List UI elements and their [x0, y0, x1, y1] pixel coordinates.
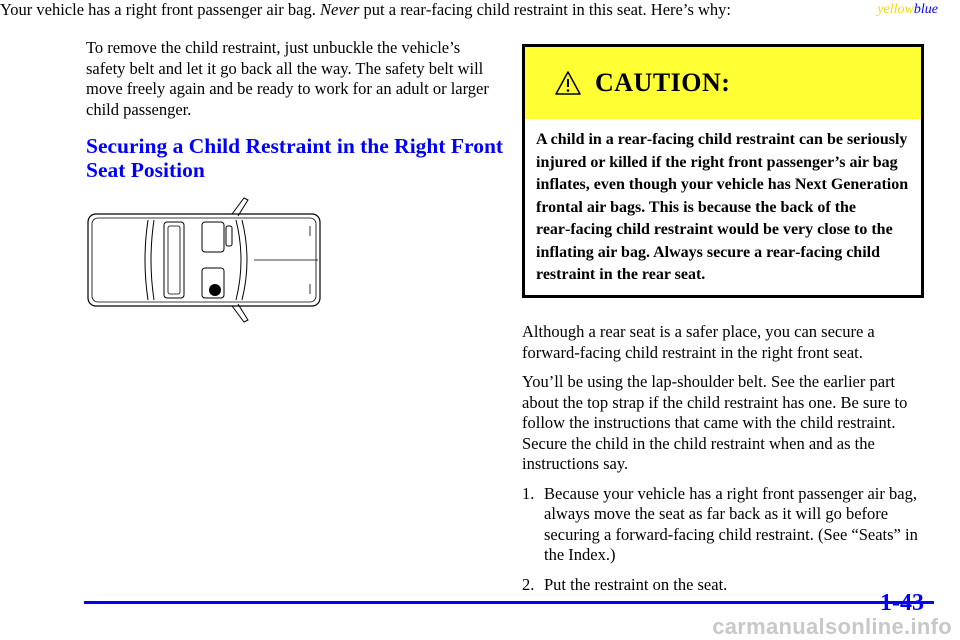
- list-item: [522, 575, 932, 596]
- airbag-text-start: Your vehicle has a right front passenger air bag.: [0, 0, 320, 19]
- color-tag-blue: blue: [913, 2, 938, 17]
- right-paragraph-1: Although a rear seat is a safer place, you can secure a forward‑facing child restraint in the right front seat.: [522, 322, 875, 362]
- airbag-paragraph: [0, 0, 960, 21]
- step-text: Because your vehicle has a right front passenger air bag, always move the seat as far back as it will go before securing a forward‑facing child restraint. (See “Seats” in the Index.): [544, 483, 918, 564]
- list-item: [522, 484, 932, 566]
- caution-box: [522, 44, 924, 298]
- footer-rule: [84, 601, 934, 604]
- color-tag-yellow: yellow: [877, 2, 914, 17]
- airbag-paragraph-text: [0, 0, 960, 21]
- airbag-text-emphasis: Never: [320, 0, 360, 19]
- step-number: 2.: [522, 574, 535, 594]
- caution-body: A child in a rear‑facing child restraint can be seriously injured or killed if the right front passenger’s air bag inflates, even though your vehicle has Next Generation frontal air bags. This is because the back of the rear‑facing child restraint would be very close to the inflating air bag. Always secure a rear‑facing child restraint in the rear seat.: [536, 131, 909, 283]
- car-top-view-illustration: [86, 196, 326, 326]
- right-paragraph-2: You’ll be using the lap‑shoulder belt. See the earlier part about the top strap if the child restraint has one. Be sure to follow the instructions that came with the child restraint. Secure the child in the child restraint when and as the instructions say.: [522, 372, 908, 473]
- page-number: 1-43: [880, 590, 924, 616]
- step-text: Put the restraint on the seat.: [544, 574, 728, 594]
- left-column: [86, 38, 496, 120]
- intro-paragraph: To remove the child restraint, just unbuckle the vehicle’s safety belt and let it go back all the way. The safety belt will move freely again and be ready to work for an adult or larger child passenger.: [86, 38, 489, 119]
- watermark-logo: carmanualsonline.info: [712, 614, 952, 639]
- step-number: 1.: [522, 483, 535, 503]
- color-tag: [877, 2, 938, 18]
- airbag-text-end: put a rear‑facing child restraint in this seat. Here’s why:: [359, 0, 731, 19]
- caution-header: [525, 47, 921, 119]
- section-heading: Securing a Child Restraint in the Right Front Seat Position: [86, 134, 504, 182]
- steps-list: [522, 484, 932, 596]
- right-column: [522, 322, 932, 604]
- caution-title: CAUTION:: [595, 68, 731, 97]
- warning-triangle-icon: [555, 71, 581, 95]
